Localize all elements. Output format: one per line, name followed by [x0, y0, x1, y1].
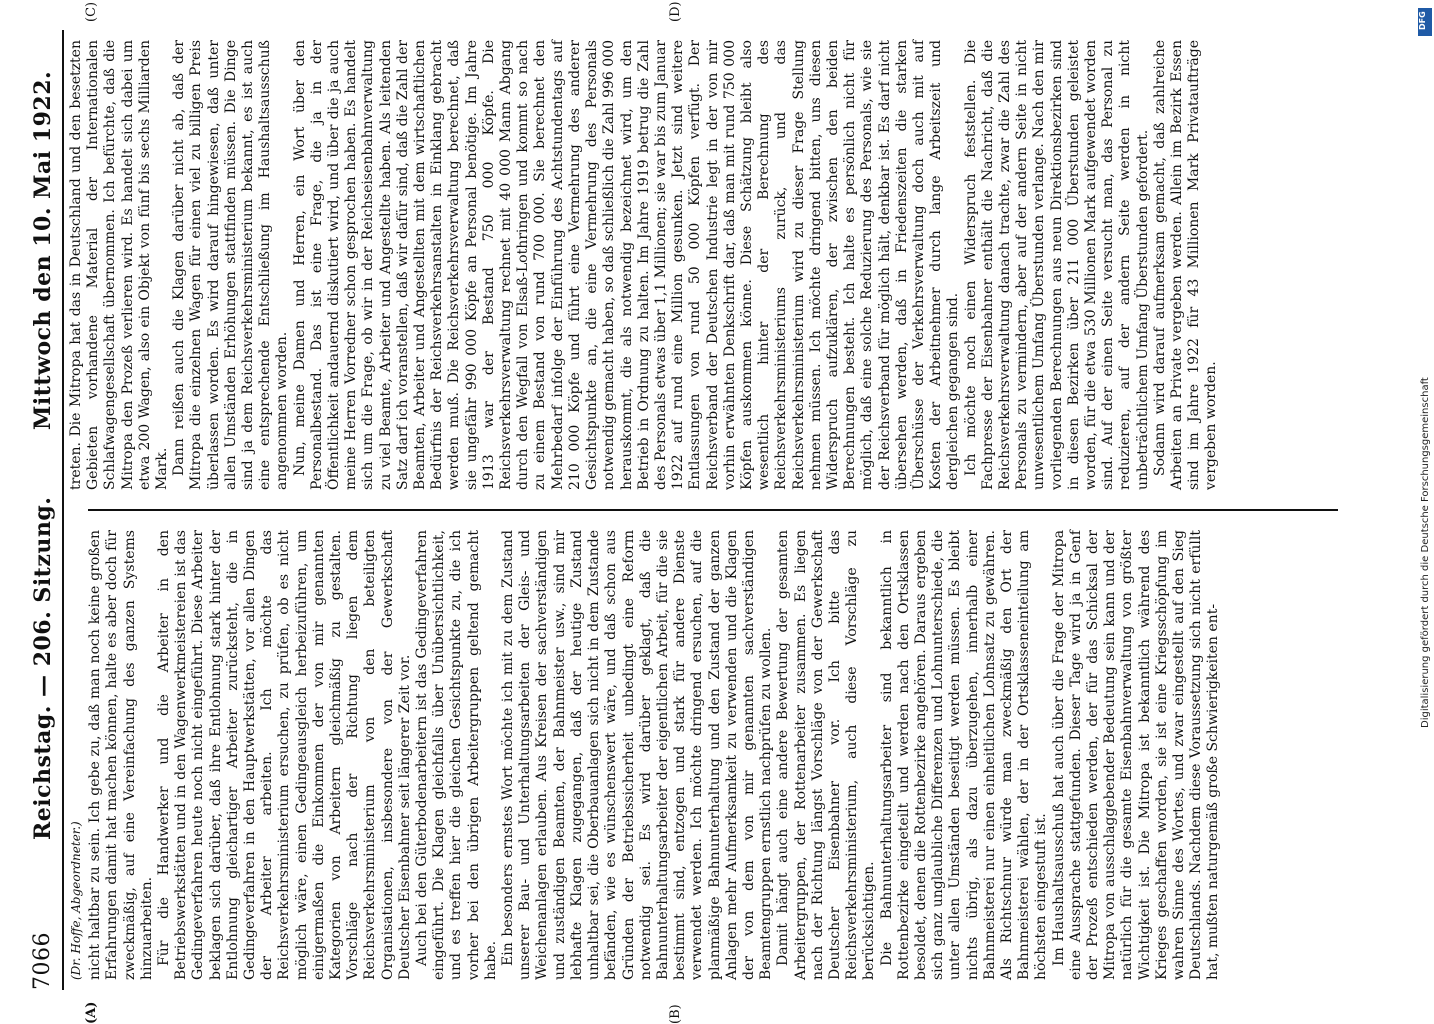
margin-mark-d: (D): [668, 1, 683, 22]
digitization-note: Digitalisierung gefördert durch die Deutsche Forschungsgemeinschaft: [1420, 377, 1431, 728]
header-rule: [62, 30, 64, 990]
paragraph: Für die Handwerker und die Arbeiter in den Betriebswerkstätten und in den Wagenwerkmeistereien ist das Gedingeverfahren heute noch nicht eingeführt. Diese Arbeiter beklagen sich darüber, daß ihre Entlohnung stark hinter der Entlohnung gleichartiger Arbeiter zurücksteht, die in Gedingeverfahren in den Hauptwerkstätten, vor allen Dingen der Arbeiter arbeiten. Ich möchte das Reichsverkehrsministerium ersuchen, zu prüfen, ob es nicht möglich wäre, einen Gedingeausgleich herbeizuführen, um einigermaßen die Einkommen der von mir genannten Kategorien von Arbeitern gleichmäßig zu gestalten. Vorschläge nach der Richtung liegen dem Reichsverkehrsministerium von den beteiligten Organisationen, insbesondere von der Gewerkschaft Deutscher Eisenbahner seit längerer Zeit vor.: [156, 530, 413, 980]
digitization-credit: [1418, 8, 1434, 998]
paragraph: treten. Die Mitropa hat das in Deutschland und den besetzten Gebieten vorhandene Material der Internationalen Schlafwagengesellschaft übernommen. Ich befürchte, daß die Mitropa den Prozeß verlieren wird. Es handelt sich dabei um etwa 200 Wagen, also ein Objekt von fünf bis sechs Milliarden Mark.: [68, 40, 171, 490]
paragraph: nicht haltbar zu sein. Ich gebe zu, daß man noch keine großen Erfahrungen damit hat machen können, halte es aber doch für zweckmäßig, auf eine Vereinfachung des ganzen Systems hinzuarbeiten.: [87, 530, 155, 980]
margin-mark-a: (A): [84, 1001, 99, 1024]
margin-mark-b: (B): [668, 1004, 683, 1024]
paragraph: Sodann wird darauf aufmerksam gemacht, daß zahlreiche Arbeiten an Private vergeben werden. Allein im Bezirk Essen sind im Jahre 1922 für 43 Millionen Mark Privataufträge vergeben worden.: [1151, 40, 1220, 490]
running-header: [28, 30, 62, 990]
speaker-note: (Dr. Hoffe, Abgeordneter.): [69, 821, 83, 980]
paragraph: Nun, meine Damen und Herren, ein Wort über den Personalbestand. Das ist eine Frage, die ja in der Öffentlichkeit andauernd diskutiert wird, und über die ja auch meine Herren Vorredner schon gesprochen haben. Es handelt sich um die Frage, ob wir in der Reichseisenbahnverwaltung zu viel Beamte, Arbeiter und Angestellte haben. Als leitenden Satz darf ich voranstellen, daß wir dafür sind, daß die Zahl der Beamten, Arbeiter und Angestellten mit dem wirtschaftlichen Bedürfnis der Reichsverkehrsanstalten in Einklang gebracht werden muß. Die Reichsverkehrsverwaltung berechnet, daß sie ungefähr 990 000 Köpfe an Personal benötige. Im Jahre 1913 war der Bestand 750 000 Köpfe. Die Reichsverkehrsverwaltung rechnet mit 40 000 Mann Abgang durch den Wegfall von Elsaß-Lothringen und kommt so nach zu einem Bestand von rund 700 000. Sie berechnet den Mehrbedarf infolge der Einführung des Achtstundentags auf 210 000 Köpfe und führt eine Vermehrung des anderer Gesichtspunkte an, die eine Vermehrung des Personals notwendig gemacht haben, so daß schließlich die Zahl 996 000 herauskommt, die als notwendig bezeichnet wird, um den Betrieb in Ordnung zu halten. Im Jahre 1919 betrug die Zahl des Personals etwas über 1,1 Millionen; sie war bis zum Januar 1922 auf rund eine Million gesunken. Jetzt sind weitere Entlassungen von rund 50 000 Köpfen verfügt. Der Reichsverband der Deutschen Industrie legt in der von mir vorhin erwähnten Denkschrift dar, daß man mit rund 750 000 Köpfen auskommen könne. Diese Schätzung bleibt also wesentlich hinter der Berechnung des Reichsverkehrsministeriums zurück, und das Reichsverkehrsministerium wird zu dieser Frage Stellung nehmen müssen. Ich möchte dringend bitten, uns diesen Widerspruch aufzuklären, der zwischen den beiden Berechnungen besteht. Ich halte es persönlich nicht für möglich, daß eine solche Reduzierung des Personals, wie sie der Reichsverband für möglich hält, denkbar ist. Es darf nicht übersehen werden, daß in Friedenszeiten die starken Überschüsse der Verkehrsverwaltung doch auch mit auf Kosten der Arbeitnehmer durch lange Arbeitszeit und dergleichen gegangen sind.: [291, 40, 962, 490]
right-column: [68, 40, 1221, 490]
paragraph: Auch bei den Güterbodenarbeitern ist das Gedingeverfahren eingeführt. Die Klagen gleichfalls über Unübersichtlichkeit, und es treffen hier die gleichen Gesichtspunkte zu, die ich vorher bei den übrigen Arbeitergruppen geltend gemacht habe.: [414, 530, 499, 980]
margin-mark-c: (C): [84, 1, 99, 22]
session-title: Reichstag. — 206. Sitzung.: [30, 496, 56, 840]
page-number: 7066: [30, 932, 55, 990]
paragraph: Ich möchte noch einen Widerspruch feststellen. Die Fachpresse der Eisenbahner enthält die Nachricht, daß die Reichsverkehrsverwaltung danach trachte, zwar die Zahl des Personals zu vermindern, aber auf der andern Seite in nicht unwesentlichem Umfang Überstunden verlange. Nach den mir vorliegenden Berechnungen aus neun Direktionsbezirken sind in diesen Bezirken über 211 000 Überstunden geleistet worden, für die etwa 530 Millionen Mark aufgewendet worden sind. Auf der einen Seite versucht man, das Personal zu reduzieren, auf der andern Seite werden in nicht unbeträchtlichem Umfang Überstunden gefordert.: [962, 40, 1151, 490]
rotated-page: [28, 1, 1358, 1024]
paragraph: Dann reißen auch die Klagen darüber nicht ab, daß der Mitropa die einzelnen Wagen für einen viel zu billigen Preis überlassen worden. Es wird darauf hingewiesen, daß unter allen Umständen Erhöhungen stattfinden müssen. Die Dinge sind ja dem Reichsverkehrsministerium bekannt, es ist auch eine entsprechende Entschließung im Haushaltsausschuß angenommen worden.: [171, 40, 291, 490]
column-divider: [88, 509, 1338, 511]
paragraph: Damit hängt auch eine andere Bewertung der gesamten Arbeitergruppen, der Rottenarbeiter zusammen. Es liegen nach der Richtung längst Vorschläge von der Gewerkschaft Deutscher Eisenbahner vor. Ich bitte das Reichsverkehrsministerium, auch diese Vorschläge zu berücksichtigen.: [775, 530, 878, 980]
session-date: Mittwoch den 10. Mai 1922.: [30, 70, 56, 430]
dfg-logo-text: DFG: [1418, 11, 1427, 30]
protocol-page: [28, 1, 1358, 1024]
paragraph: Ein besonders ernstes Wort möchte ich mit zu dem Zustand unserer Bau- und Unterhaltungsarbeiten der Gleis- und Weichenanlagen erlauben. Aus Kreisen der sachverständigen und zuständigen Beamten, der Bahnmeister usw., sind mir lebhafte Klagen zugegangen, daß der heutige Zustand unhaltbar sei, die Oberbauanlagen sich nicht in dem Zustande befänden, wie es wünschenswert wäre, und daß schon aus Gründen der Betriebssicherheit unbedingt eine Reform notwendig sei. Es wird darüber geklagt, daß die Bahnunterhaltungsarbeiter der eigentlichen Arbeit, für die sie bestimmt sind, entzogen und stark für andere Dienste verwendet werden. Ich möchte dringend ersuchen, auf die planmäßige Bahnunterhaltung und den Zustand der ganzen Anlagen mehr Aufmerksamkeit zu verwenden und die Klagen der von dem von mir genannten sachverständigen Beamtengruppen ernstlich nachprüfen zu wollen.: [500, 530, 775, 980]
paragraph: Im Haushaltsausschuß hat auch über die Frage der Mitropa eine Aussprache stattgefunden. Dieser Tage wird ja in Genf der Prozeß entschieden werden, der für das Schicksal der Mitropa von ausschlaggebender Bedeutung sein kann und der natürlich für die gesamte Eisenbahnverwaltung von größter Wichtigkeit ist. Die Mitropa ist bekanntlich während des Krieges geschaffen worden, sie ist eine Kriegsschöpfung im wahren Sinne des Wortes, und zwar eingestellt auf den Sieg Deutschlands. Nachdem diese Voraussetzung sich nicht erfüllt hat, mußten naturgemäß große Schwierigkeiten ent-: [1050, 530, 1222, 980]
paragraph: Die Bahnunterhaltungsarbeiter sind bekanntlich in Rottenbezirke eingeteilt und werden nach den Ortsklassen besoldet, denen die Rottenbezirke angehören. Daraus ergeben sich ganz unglaubliche Differenzen und Lohnunterschiede, die unter allen Umständen beseitigt werden müssen. Es bleibt nichts übrig, als dazu überzugehen, innerhalb einer Bahnmeisterei nur einen einheitlichen Lohnsatz zu gewähren. Als Richtschnur würde man zweckmäßig den Ort der Bahnmeisterei wählen, der in der Ortsklasseneinteilung am höchsten eingestuft ist.: [878, 530, 1050, 980]
left-column: [68, 530, 1223, 980]
